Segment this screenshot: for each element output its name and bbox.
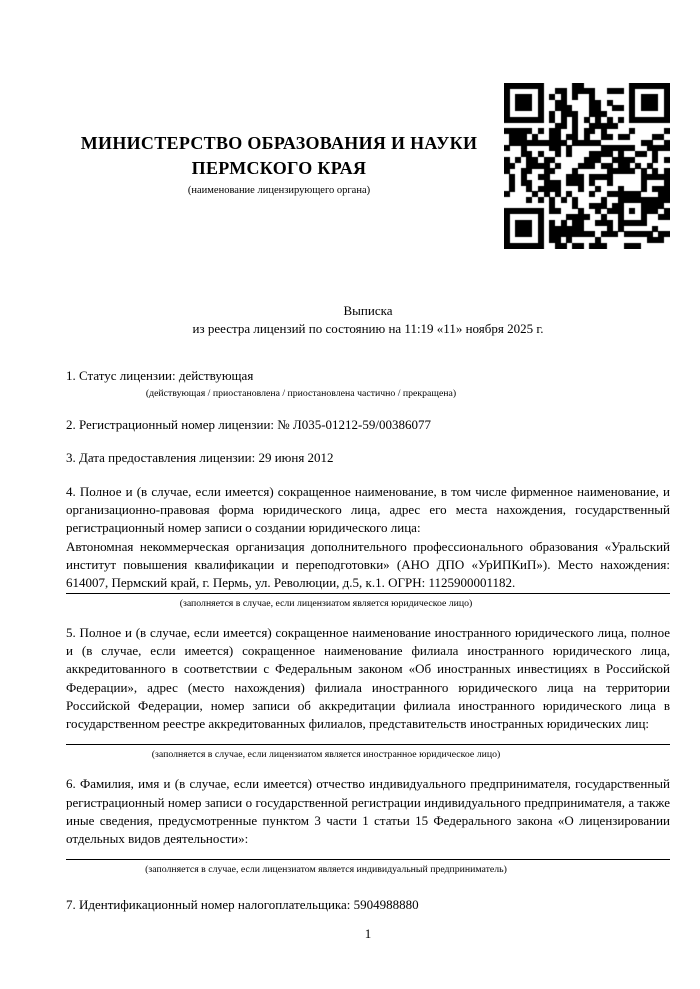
license-status-text: 1. Статус лицензии: действующая xyxy=(66,368,254,383)
item-legal-entity xyxy=(66,483,670,610)
license-status-caption: (действующая / приостановлена / приостановлена частично / прекращена) xyxy=(145,388,457,400)
foreign-entity-caption: (заполняется в случае, если лицензиатом является иностранное юридическое лицо) xyxy=(151,749,501,761)
title-line2: из реестра лицензий по состоянию на 11:19 «11» ноября 2025 г. xyxy=(192,321,544,336)
document-body xyxy=(66,367,670,914)
item-license-status xyxy=(66,367,670,400)
item-foreign-entity xyxy=(66,624,670,762)
legal-entity-block xyxy=(66,483,670,594)
legal-entity-value: Автономная некоммерческая организация дополнительного профессионального образования «Уральский институт повышения квалификации и переподготовки» (АНО ДПО «УрИПКиП»). Место нахождения: 614007, Пермский край, г. Пермь, ул. Революции, д.5, к.1. ОГРН: 1125900001182. xyxy=(66,538,670,591)
title-line1: Выписка xyxy=(343,303,393,318)
document-title xyxy=(66,302,670,338)
entrepreneur-blank-line xyxy=(66,849,670,860)
qr-code xyxy=(504,83,670,249)
item-registration-number xyxy=(66,416,670,434)
qr-code-canvas xyxy=(504,83,670,249)
licensing-authority-header xyxy=(36,131,522,197)
item-taxpayer-number xyxy=(66,896,670,914)
license-date-text: 3. Дата предоставления лицензии: 29 июня 2012 xyxy=(66,449,334,465)
page-number: 1 xyxy=(364,926,372,941)
legal-entity-prompt: 4. Полное и (в случае, если имеется) сокращенное наименование, в том числе фирменное наименование, и организационно-правовая форма юридического лица, адрес его места нахождения, государственный регистрационный номер записи о создании юридического лица: xyxy=(66,483,670,536)
legal-entity-caption: (заполняется в случае, если лицензиатом является юридическое лицо) xyxy=(179,597,473,609)
ministry-name-line1: МИНИСТЕРСТВО ОБРАЗОВАНИЯ И НАУКИ xyxy=(80,133,478,153)
entrepreneur-prompt: 6. Фамилия, имя и (в случае, если имеется) отчество индивидуального предпринимателя, государственный регистрационный номер записи о государственной регистрации индивидуального предпринимателя, а также иные сведения, предусмотренные пунктом 3 части 1 статьи 15 Федерального закона «О лицензировании отдельных видов деятельности»: xyxy=(66,776,670,847)
foreign-entity-prompt: 5. Полное и (в случае, если имеется) сокращенное наименование иностранного юридического лица, полное и (в случае, если имеется) сокращенное наименование филиала иностранного юридического лица, аккредитованного в соответствии с Федеральным законом «Об иностранных инвестициях в Российской Федерации», адрес (место нахождения) филиала иностранного юридического лица на территории Российской Федерации, номер записи об аккредитации филиала иностранного юридического лица в государственном реестре аккредитованных филиалов, представительств иностранных юридических лиц: xyxy=(66,624,670,732)
ministry-name-line2: ПЕРМСКОГО КРАЯ xyxy=(191,158,367,178)
registration-number-text: 2. Регистрационный номер лицензии: № Л035-01212-59/00386077 xyxy=(66,417,432,433)
ministry-caption: (наименование лицензирующего органа) xyxy=(187,185,371,196)
taxpayer-number-text: 7. Идентификационный номер налогоплательщика: 5904988880 xyxy=(66,896,419,912)
item-individual-entrepreneur xyxy=(66,775,670,875)
entrepreneur-caption: (заполняется в случае, если лицензиатом является индивидуальный предприниматель) xyxy=(145,863,507,875)
item-license-date xyxy=(66,449,670,467)
foreign-entity-blank-line xyxy=(66,733,670,745)
